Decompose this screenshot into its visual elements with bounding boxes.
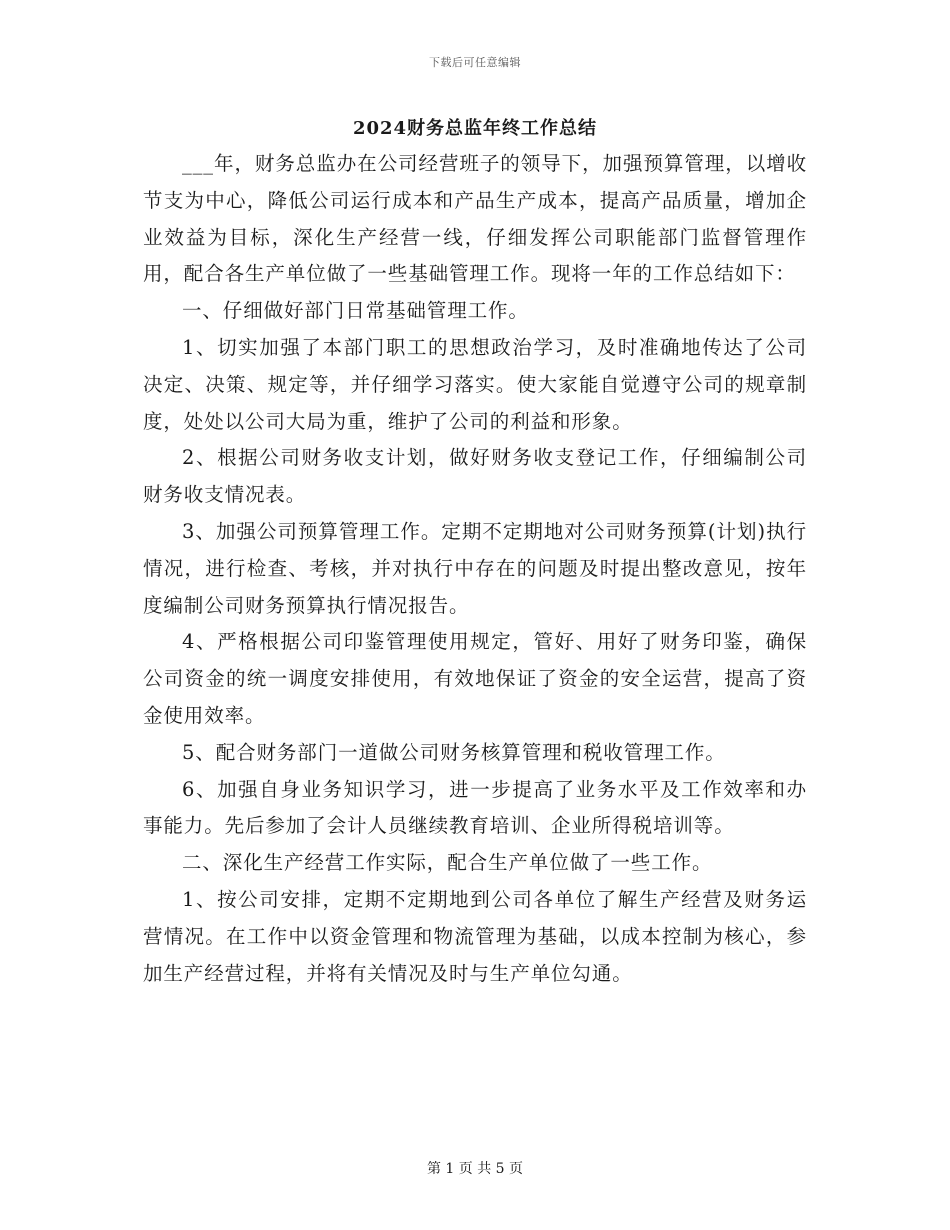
paragraph-intro: ___年，财务总监办在公司经营班子的领导下，加强预算管理，以增收节支为中心，降低公司运行成本和产品生产成本，提高产品质量，增加企业效益为目标，深化生产经营一线，仔细发挥公司职能部门监督管理作用，配合各生产单位做了一些基础管理工作。现将一年的工作总结如下： <box>143 152 807 286</box>
paragraph-item: 1、按公司安排，定期不定期地到公司各单位了解生产经营及财务运营情况。在工作中以资金管理和物流管理为基础，以成本控制为核心，参加生产经营过程，并将有关情况及时与生产单位勾通。 <box>143 887 807 985</box>
document-body <box>143 146 807 992</box>
section-heading-1: 一、仔细做好部门日常基础管理工作。 <box>182 299 529 323</box>
page-number: 第 1 页 共 5 页 <box>426 1161 524 1177</box>
paragraph-item: 4、严格根据公司印鉴管理使用规定，管好、用好了财务印鉴，确保公司资金的统一调度安排使用，有效地保证了资金的安全运营，提高了资金使用效率。 <box>143 630 807 727</box>
paragraph-item: 3、加强公司预算管理工作。定期不定期地对公司财务预算(计划)执行情况，进行检查、考核，并对执行中存在的问题及时提出整改意见，按年度编制公司财务预算执行情况报告。 <box>143 519 807 617</box>
section-heading-2: 二、深化生产经营工作实际，配合生产单位做了一些工作。 <box>182 851 713 875</box>
paragraph-item: 1、切实加强了本部门职工的思想政治学习，及时准确地传达了公司决定、决策、规定等，并仔细学习落实。使大家能自觉遵守公司的规章制度，处处以公司大局为重，维护了公司的利益和形象。 <box>143 335 807 433</box>
download-note: 下载后可任意编辑 <box>429 56 521 69</box>
document-title: 2024财务总监年终工作总结 <box>352 118 598 139</box>
paragraph-item: 6、加强自身业务知识学习，进一步提高了业务水平及工作效率和办事能力。先后参加了会计人员继续教育培训、企业所得税培训等。 <box>143 777 807 838</box>
paragraph-item: 2、根据公司财务收支计划，做好财务收支登记工作，仔细编制公司财务收支情况表。 <box>143 446 807 507</box>
paragraph-item: 5、配合财务部门一道做公司财务核算管理和税收管理工作。 <box>182 740 726 764</box>
